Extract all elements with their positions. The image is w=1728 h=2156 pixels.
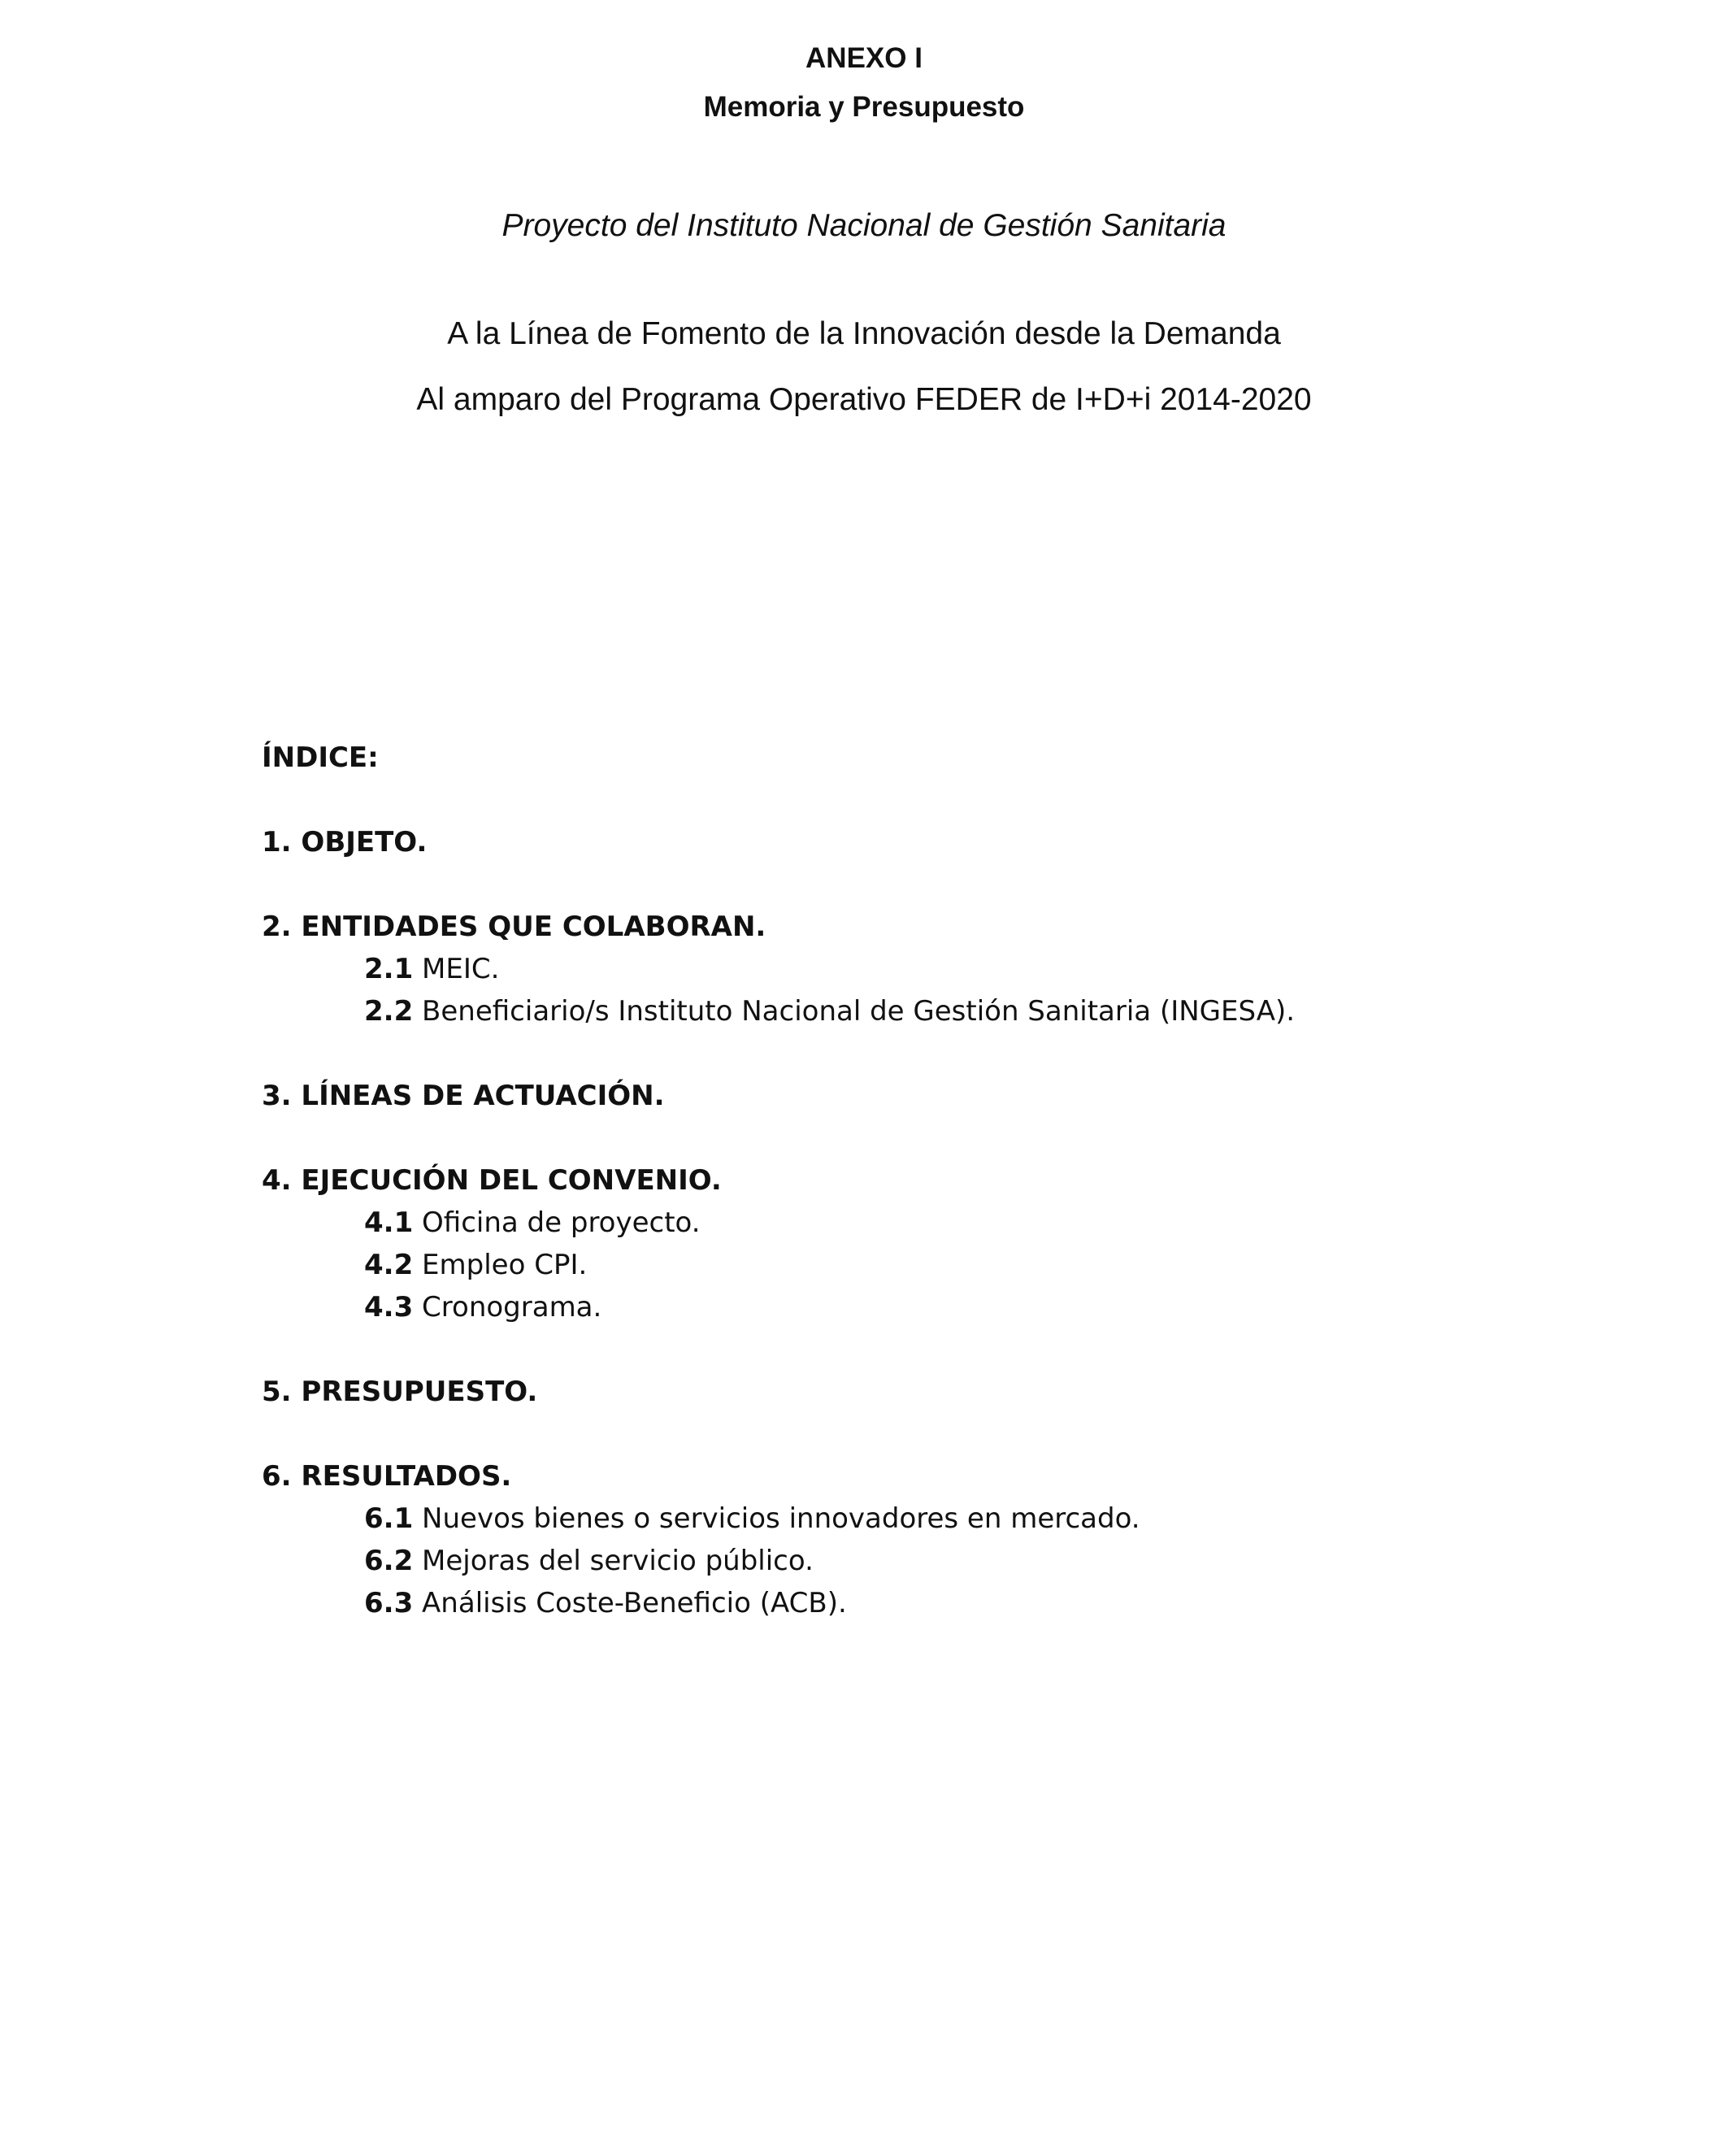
- toc-subsection-text: Nuevos bienes o servicios innovadores en mercado.: [422, 1502, 1140, 1535]
- toc-subsection: [262, 1540, 1295, 1582]
- toc-subsection-text: Análisis Coste-Beneficio (ACB).: [422, 1587, 847, 1619]
- toc-subsection-number: 2.1: [364, 953, 414, 985]
- toc-subsection-number: 6.2: [364, 1545, 414, 1577]
- toc-subsection-text: Beneficiario/s Instituto Nacional de Gestión Sanitaria (INGESA).: [422, 995, 1296, 1028]
- toc-subsection-text: Cronograma.: [422, 1291, 602, 1324]
- toc-subsection-number: 6.3: [364, 1587, 414, 1619]
- toc-subsection-number: 4.2: [364, 1249, 414, 1281]
- toc-section-ejecucion: 4. EJECUCIÓN DEL CONVENIO.: [262, 1164, 722, 1197]
- project-title: Proyecto del Instituto Nacional de Gestión Sanitaria: [501, 208, 1227, 243]
- toc-section-lineas: 3. LÍNEAS DE ACTUACIÓN.: [262, 1080, 665, 1112]
- toc-section-resultados: 6. RESULTADOS.: [262, 1460, 512, 1493]
- toc-subsection-number: 4.3: [364, 1291, 414, 1324]
- toc-subsection-number: 2.2: [364, 995, 414, 1028]
- program-line-2: Al amparo del Programa Operativo FEDER de I+D+i 2014-2020: [416, 382, 1312, 417]
- toc-subsection: [262, 1202, 1295, 1244]
- toc-subsection: [262, 1582, 1295, 1624]
- toc-section-presupuesto: 5. PRESUPUESTO.: [262, 1376, 538, 1408]
- toc-title: ÍNDICE:: [262, 741, 379, 774]
- table-of-contents: [262, 737, 1295, 1624]
- toc-subsection-text: MEIC.: [422, 953, 500, 985]
- toc-subsection-text: Mejoras del servicio público.: [422, 1545, 814, 1577]
- toc-section-entidades: 2. ENTIDADES QUE COLABORAN.: [262, 911, 766, 943]
- annex-title: ANEXO I: [805, 42, 923, 74]
- toc-subsection-text: Empleo CPI.: [422, 1249, 588, 1281]
- toc-subsection-number: 4.1: [364, 1206, 414, 1239]
- program-line-1: A la Línea de Fomento de la Innovación desde la Demanda: [447, 316, 1281, 351]
- toc-subsection: [262, 1286, 1295, 1328]
- document-subtitle: Memoria y Presupuesto: [703, 91, 1025, 123]
- toc-subsection: [262, 1244, 1295, 1286]
- toc-section-objeto: 1. OBJETO.: [262, 826, 428, 858]
- toc-subsection-text: Oficina de proyecto.: [422, 1206, 701, 1239]
- toc-subsection: [262, 990, 1295, 1032]
- toc-subsection: [262, 948, 1295, 990]
- toc-subsection: [262, 1497, 1295, 1540]
- toc-subsection-number: 6.1: [364, 1502, 414, 1535]
